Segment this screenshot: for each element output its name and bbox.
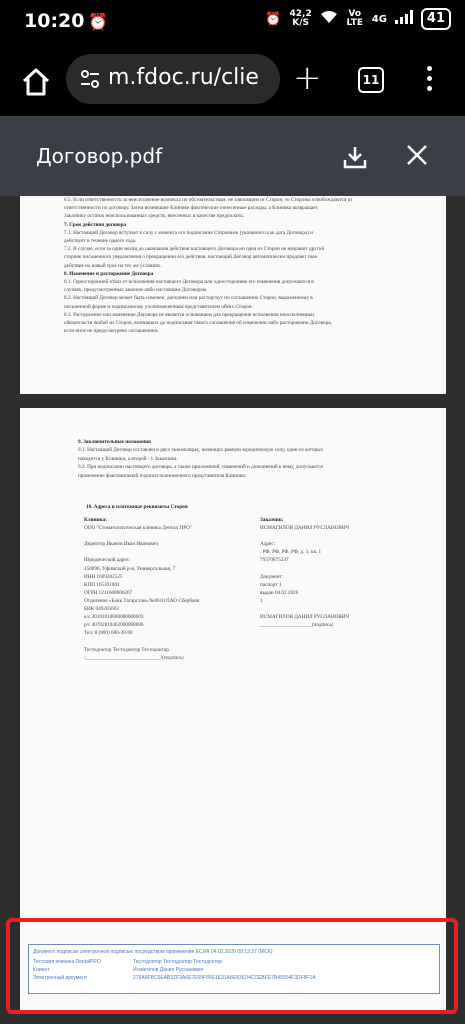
home-icon [20,66,52,98]
clinic-line: Отделение «Банк Татарстан» №8610 ПАО Сбербанк [84,597,200,604]
customer-line: ИСМАГИЛОВ ДАНИЛ РУСЛАНОВИЧ [260,525,350,532]
customer-line: , РФ, РФ, РФ, РФ, д. 1, кв. 1 [260,549,322,556]
customer-line: ____________________(подпись) [260,622,334,629]
clinic-line: /_____________________________/(подпись) [84,654,184,661]
customer-requisites [260,516,430,629]
pdf-viewer-header [0,116,465,196]
page1-line: письменной форме и подписанному уполномоченным представителем обеих Сторон. [64,303,253,310]
close-button[interactable] [404,142,430,168]
clinic-line: Тел: 8 (800) 600-30-98 [84,630,133,637]
customer-line: 79370875237 [260,557,289,564]
page1-line: обязательств любой из Сторон, возникших до подписания такого соглашения об изменении либо расторжении Договора, [64,320,332,327]
page1-line: стороне письменного уведомления о прекращении его действия, настоящий Договор автоматически продляет свое [64,254,318,261]
signal-icon [395,10,413,28]
clinic-line: ООО "Стоматологическая клиника Дентал ПРО" [84,525,193,532]
clinic-line: БИК 049205603 [84,606,119,613]
page2-line: 9.2. При подписании настоящего договора, а также приложений, изменений и дополнений к нему, допускается [78,464,323,471]
page1-line: 7.2. В случае, если за один месяц до окончания действия настоящего Договора ни одна из Сторон не направит другой [64,246,325,253]
status-bar [0,0,465,44]
close-icon [404,142,430,168]
page1-line: 7.1. Настоящий Договор вступает в силу с момента его подписания Сторонами (указанного как дата Договора) и [64,229,313,236]
home-button[interactable] [20,66,52,98]
e-signature-stamp: Документ подписан электронной подписью посредством применения ЕСИА 04.02.2026 09:13:37 (MCK) Тестовая клиника DentalPRO Тестодоктор Тестодоктор Тестодоктор Клиент Исмагилов Данил Русланович Электронный документ 279A9FBC6EAB3ZF3A6E7E09F85E1E31A8E836D4CCEBFE7B49304F3DF8F1A [28,944,440,994]
page1-line: 6.5. Если ответственность за неисполнение возникла по обстоятельствам, не зависящим от Сторон, то Стороны освобождаются от [64,197,353,203]
volte-label: Vo LTE [346,9,363,28]
download-button[interactable] [342,144,368,170]
clinic-requisites [84,516,254,662]
page2-line: 9. Заключительные положения [78,439,151,445]
customer-line: Заказчик: [260,517,284,523]
network-type: 4G [371,13,387,25]
notification-icon: ⏰ [88,12,108,31]
customer-line [260,605,430,613]
battery-indicator: 41 [421,8,451,30]
stamp-header: Документ подписан электронной подписью посредством применения ЕСИА 04.02.2026 09:13:37 (MCK) [33,949,273,955]
clinic-line [84,532,254,540]
page2-line: находится у Клиники, а второй - у Заказчика. [78,455,178,462]
clinic-line: к/с 30101810600000000603 [84,614,144,621]
customer-line: ИСМАГИЛОВ ДАНИЛ РУСЛАНОВИЧ [260,614,350,621]
page1-line: 8.3. Расторжение или изменение Договора не является основанием для прекращения исполнения неисполненных [64,311,315,318]
clinic-line: 450096, Уфимский р-н, Универсальная, 7 [84,565,176,572]
clinic-line: р/с 40702810462000008006 [84,622,144,629]
customer-line [260,565,430,573]
url-text[interactable]: m.fdoc.ru/clie [108,65,259,90]
page1-line: случаях, предусмотренных законом либо настоящим Договором. [64,287,208,294]
clinic-line: Директор Иванов Иван Иванович [84,541,159,548]
new-tab-button[interactable]: + [293,58,322,98]
clinic-line [84,637,254,645]
clinic-line: Клиника: [84,517,107,523]
customer-line: выдан 04.02.2026 [260,589,299,596]
page1-line: 7. Срок действия договора [64,221,127,228]
download-icon [342,144,368,170]
more-menu-button[interactable] [425,66,433,94]
page2-line: 9.1. Настоящий Договор составлен в двух экземплярах, имеющих равную юридическую силу, один из которых [78,447,324,454]
clinic-line: Тестодоктор Тестодоктор Тестодоктор [84,646,169,653]
clinic-line: ОГРН 1211600006267 [84,589,133,596]
page1-line: действие на новый срок на тех же условиях. [64,262,162,269]
requisites-title: 10. Адреса и платежные реквизиты Сторон [86,504,188,510]
customer-line: Адрес: [260,541,276,548]
page1-line: действует в течение одного года. [64,238,137,245]
wifi-icon [320,10,338,28]
page1-line: ответственности по договору. Затем возникшие Клинике фактические понесенные расходы, а Клиника возвращает [64,205,318,212]
address-bar[interactable] [66,54,280,104]
site-settings-icon[interactable] [80,68,100,90]
page1-line: 8.1. Односторонний отказ от исполнения настоящего Договора или односторонние его изменения допускаются в [64,279,314,286]
customer-line: Документ: [260,573,284,580]
pdf-document-area[interactable] [0,196,465,1024]
clock: 10:20 [24,10,85,32]
page1-line: 8.2. Настоящий Договор может быть изменен, дополнен или расторгнут по соглашению Сторон, выраженному в [64,295,313,302]
page2-line: применение факсимильной подписи полномочного представителя Клиники. [78,472,247,479]
page1-line: Заказчику остаток неиспользованных средств, внесенных в качестве предоплаты. [64,213,245,220]
file-name: Договор.pdf [36,144,163,168]
page1-line: 8. Изменение и расторжение Договора [64,270,154,277]
page2-text [78,438,418,480]
alarm-icon: ⏰ [265,11,282,27]
clinic-line [84,548,254,556]
status-icons [265,8,451,30]
page1-line: если иное не предусмотрено соглашением. [64,328,159,335]
clinic-line: ИНН 1609282525 [84,573,123,580]
network-speed: 42,2 K/S [289,9,312,28]
browser-toolbar [0,44,465,116]
clinic-line: Юридический адрес: [84,557,131,564]
clinic-line: КПП 165301001 [84,581,120,588]
pdf-page-1 [20,196,446,394]
customer-line: 1 [260,597,263,604]
tab-switcher-button[interactable]: 11 [358,67,384,93]
customer-line: паспорт 1 [260,581,282,588]
customer-line [260,532,430,540]
page1-text [64,196,414,335]
